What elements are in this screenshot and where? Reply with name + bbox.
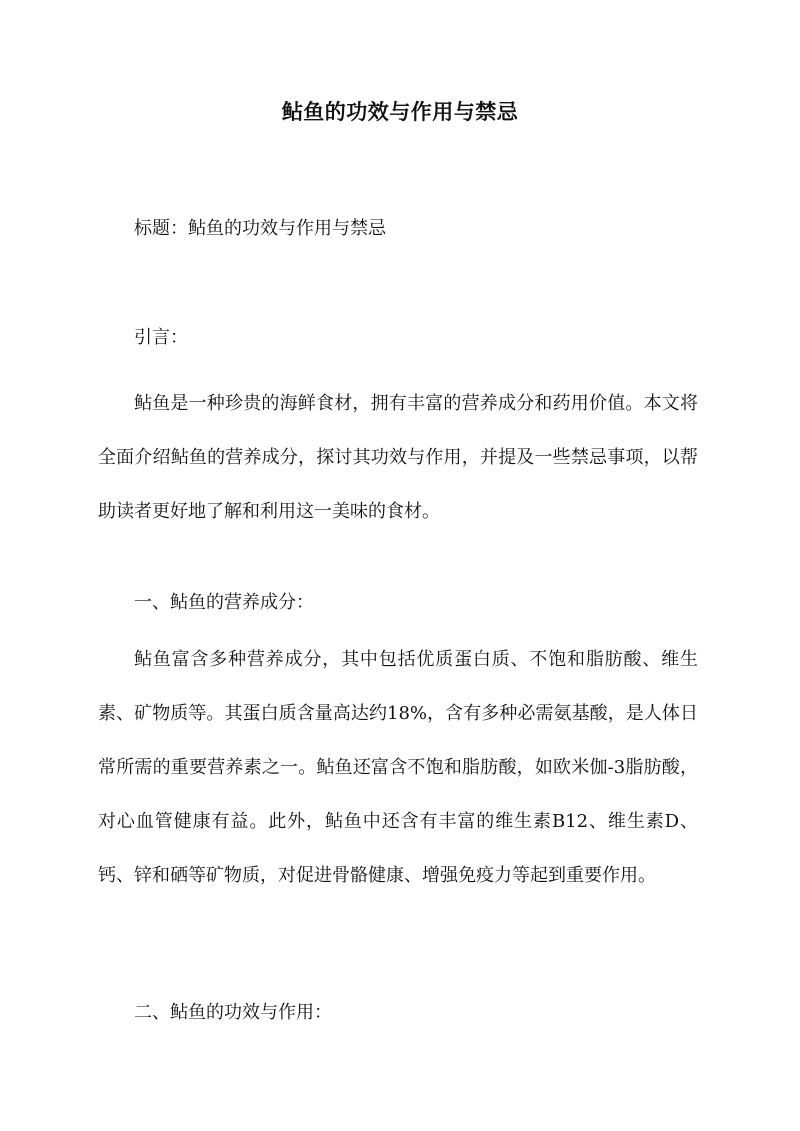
section-heading-benefits: 二、鲇鱼的功效与作用： [134,1002,332,1023]
subtitle-line: 标题：鲇鱼的功效与作用与禁忌 [134,218,386,239]
intro-heading: 引言： [134,327,188,348]
intro-paragraph: 鲇鱼是一种珍贵的海鲜食材，拥有丰富的营养成分和药用价值。本文将全面介绍鲇鱼的营养成分，探讨其功效与作用，并提及一些禁忌事项，以帮助读者更好地了解和利用这一美味的食材。 [98,393,698,522]
section-heading-nutrition: 一、鲇鱼的营养成分： [134,592,314,613]
document-title: 鲇鱼的功效与作用与禁忌 [281,99,519,124]
nutrition-paragraph: 鲇鱼富含多种营养成分，其中包括优质蛋白质、不饱和脂肪酸、维生素、矿物质等。其蛋白质含量高达约18%，含有多种必需氨基酸，是人体日常所需的重要营养素之一。鲇鱼还富含不饱和脂肪酸，如欧米伽-3脂肪酸，对心血管健康有益。此外，鲇鱼中还含有丰富的维生素B12、维生素D、钙、锌和硒等矿物质，对促进骨骼健康、增强免疫力等起到重要作用。 [98,649,698,886]
